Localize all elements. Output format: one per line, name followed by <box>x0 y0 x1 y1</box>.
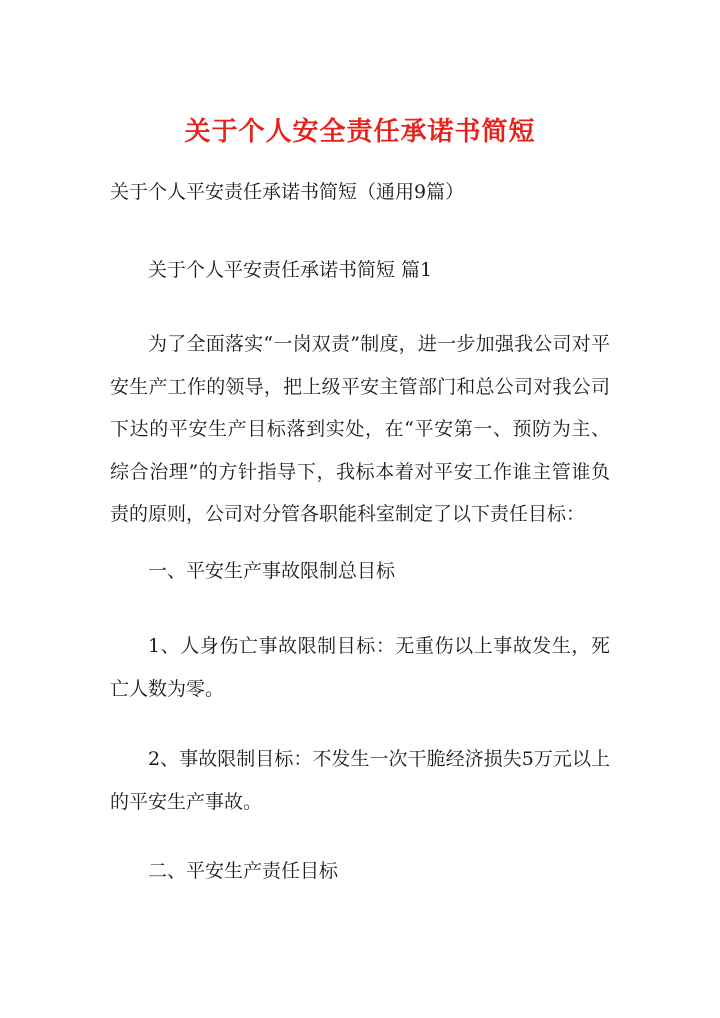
document-title: 关于个人安全责任承诺书简短 <box>184 117 536 147</box>
section-heading: 关于个人平安责任承诺书简短 篇1 <box>148 259 433 281</box>
list-item-1: 1、人身伤亡事故限制目标：无重伤以上事故发生，死亡人数为零。 <box>110 635 610 700</box>
intro-paragraph: 为了全面落实“一岗双责”制度，进一步加强我公司对平安生产工作的领导，把上级平安主管部门和总公司对我公司下达的平安生产目标落到实处，在“平安第一、预防为主、综合治理”的方针指导下，我标本着对平安工作谁主管谁负责的原则，公司对分管各职能科室制定了以下责任目标： <box>110 333 610 525</box>
document-subtitle: 关于个人平安责任承诺书简短（通用9篇） <box>110 181 465 203</box>
heading-two: 二、平安生产责任目标 <box>148 860 339 882</box>
list-item-2: 2、事故限制目标：不发生一次干脆经济损失5万元以上的平安生产事故。 <box>110 748 610 813</box>
heading-one: 一、平安生产事故限制总目标 <box>148 560 396 582</box>
